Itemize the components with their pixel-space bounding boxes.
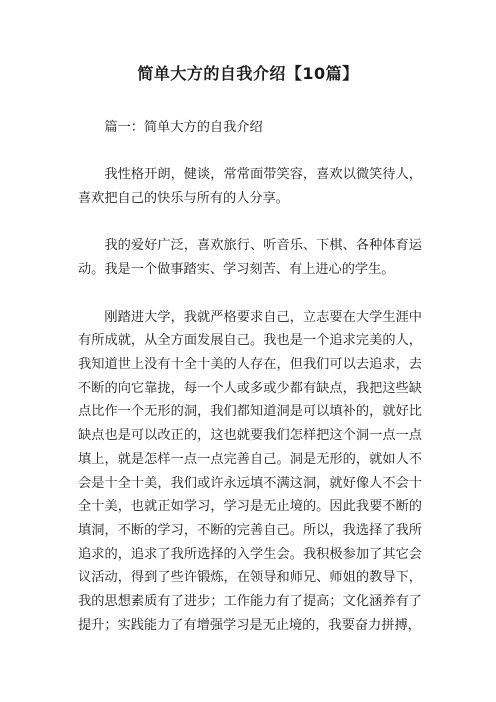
section-heading: 篇一：简单大方的自我介绍 <box>104 120 263 135</box>
document-title: 简单大方的自我介绍【10篇】 <box>137 64 359 83</box>
paragraph: 我的爱好广泛，喜欢旅行、听音乐、下棋、各种体育运动。我是一个做事踏实、学习刻苦、有上进心的学生。 <box>78 238 422 278</box>
paragraph: 我性格开朗，健谈，常常面带笑容，喜欢以微笑待人，喜欢把自己的快乐与所有的人分享。 <box>78 167 422 207</box>
document-body <box>78 116 422 661</box>
paragraph: 刚踏进大学，我就严格要求自己，立志要在大学生涯中有所成就，从全方面发展自己。我也是一个追求完美的人，我知道世上没有十全十美的人存在，但我们可以去追求，去不断的向它靠拢，每一个人或多或少都有缺点，我把这些缺点比作一个无形的洞，我们都知道洞是可以填补的，就好比缺点也是可以改正的，这也就要我们怎样把这个洞一点一点填上，就是怎样一点一点完善自己。洞是无形的，就如人不会是十全十美，我们或许永远填不满这洞，就好像人不会十全十美，也就正如学习，学习是无止境的。因此我要不断的填洞，不断的学习，不断的完善自己。所以，我选择了我所追求的，追求了我所选择的入学生会。我积极参加了其它会议活动，得到了些许锻炼，在领导和师兄、师姐的教导下，我的思想素质有了进步；工作能力有了提高；文化涵养有了提升；实践能力了有增强学习是无止境的，我要奋力拼搏， <box>78 309 422 633</box>
